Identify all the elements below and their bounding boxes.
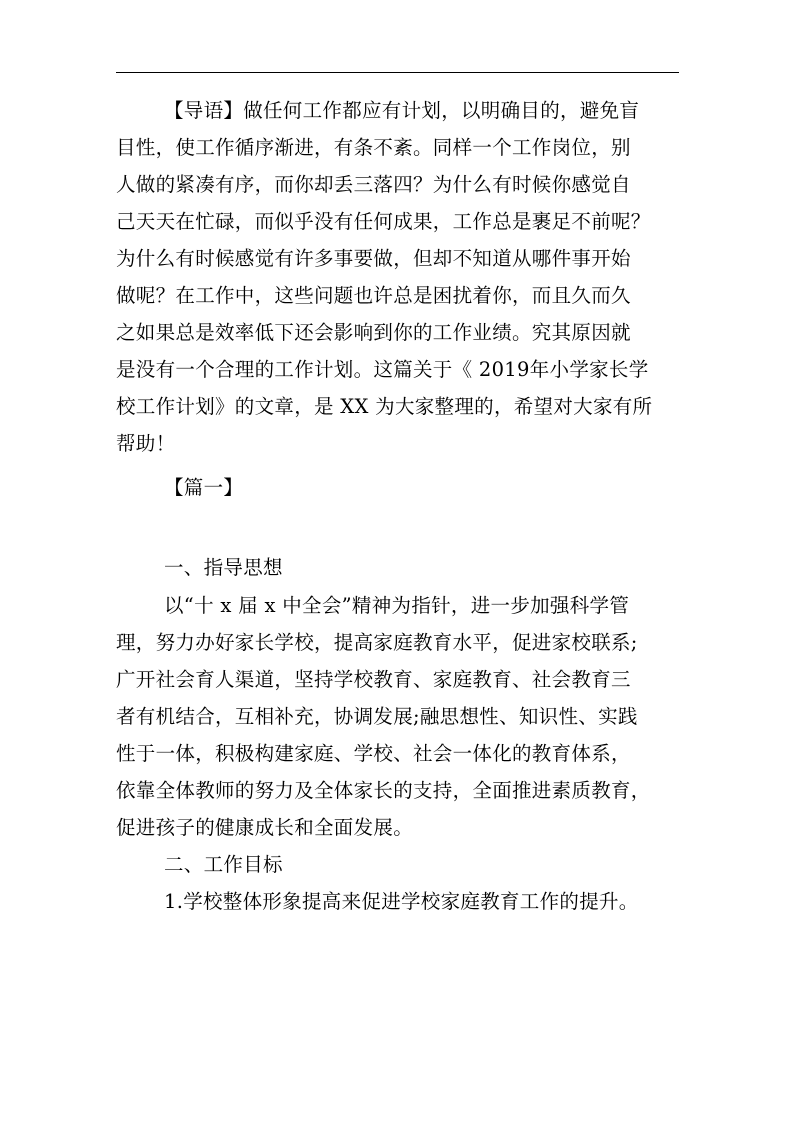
section-heading: 【篇一】 [164,476,244,499]
intro-line-8: 是没有一个合理的工作计划。这篇关于《 2019年小学家长学 [116,358,649,381]
subheading-work-goals: 二、工作目标 [164,853,283,876]
header-rule [116,72,679,73]
intro-line-1: 【导语】做任何工作都应有计划，以明确目的，避免盲 [164,99,640,122]
intro-line-2: 目性，使工作循序渐进，有条不紊。同样一个工作岗位，别 [116,136,631,159]
body-line-7: 促进孩子的健康成长和全面发展。 [116,816,414,839]
body-line-2: 理，努力办好家长学校，提高家庭教育水平，促进家校联系; [116,631,638,654]
body-line-3: 广开社会育人渠道，坚持学校教育、家庭教育、社会教育三 [116,668,631,691]
body-line-5: 性于一体，积极构建家庭、学校、社会一体化的教育体系， [116,742,631,765]
intro-line-9: 校工作计划》的文章，是 XX 为大家整理的，希望对大家有所 [116,395,653,418]
intro-line-5: 为什么有时候感觉有许多事要做，但却不知道从哪件事开始 [116,247,631,270]
intro-line-7: 之如果总是效率低下还会影响到你的工作业绩。究其原因就 [116,321,631,344]
intro-line-6: 做呢？在工作中，这些问题也许总是困扰着你，而且久而久 [116,284,631,307]
body-line-4: 者有机结合，互相补充，协调发展;融思想性、知识性、实践 [116,705,638,728]
intro-line-3: 人做的紧凑有序，而你却丢三落四？为什么有时候你感觉自 [116,173,631,196]
intro-line-10: 帮助！ [116,432,176,455]
intro-line-4: 己天天在忙碌，而似乎没有任何成果，工作总是裹足不前呢？ [116,210,651,233]
body-line-6: 依靠全体教师的努力及全体家长的支持，全面推进素质教育， [116,779,651,802]
subheading-guiding-ideology: 一、指导思想 [164,556,283,579]
body-line-1: 以“十 x 届 x 中全会”精神为指针，进一步加强科学管 [164,594,630,617]
goal-item-1: 1.学校整体形象提高来促进学校家庭教育工作的提升。 [164,890,639,913]
